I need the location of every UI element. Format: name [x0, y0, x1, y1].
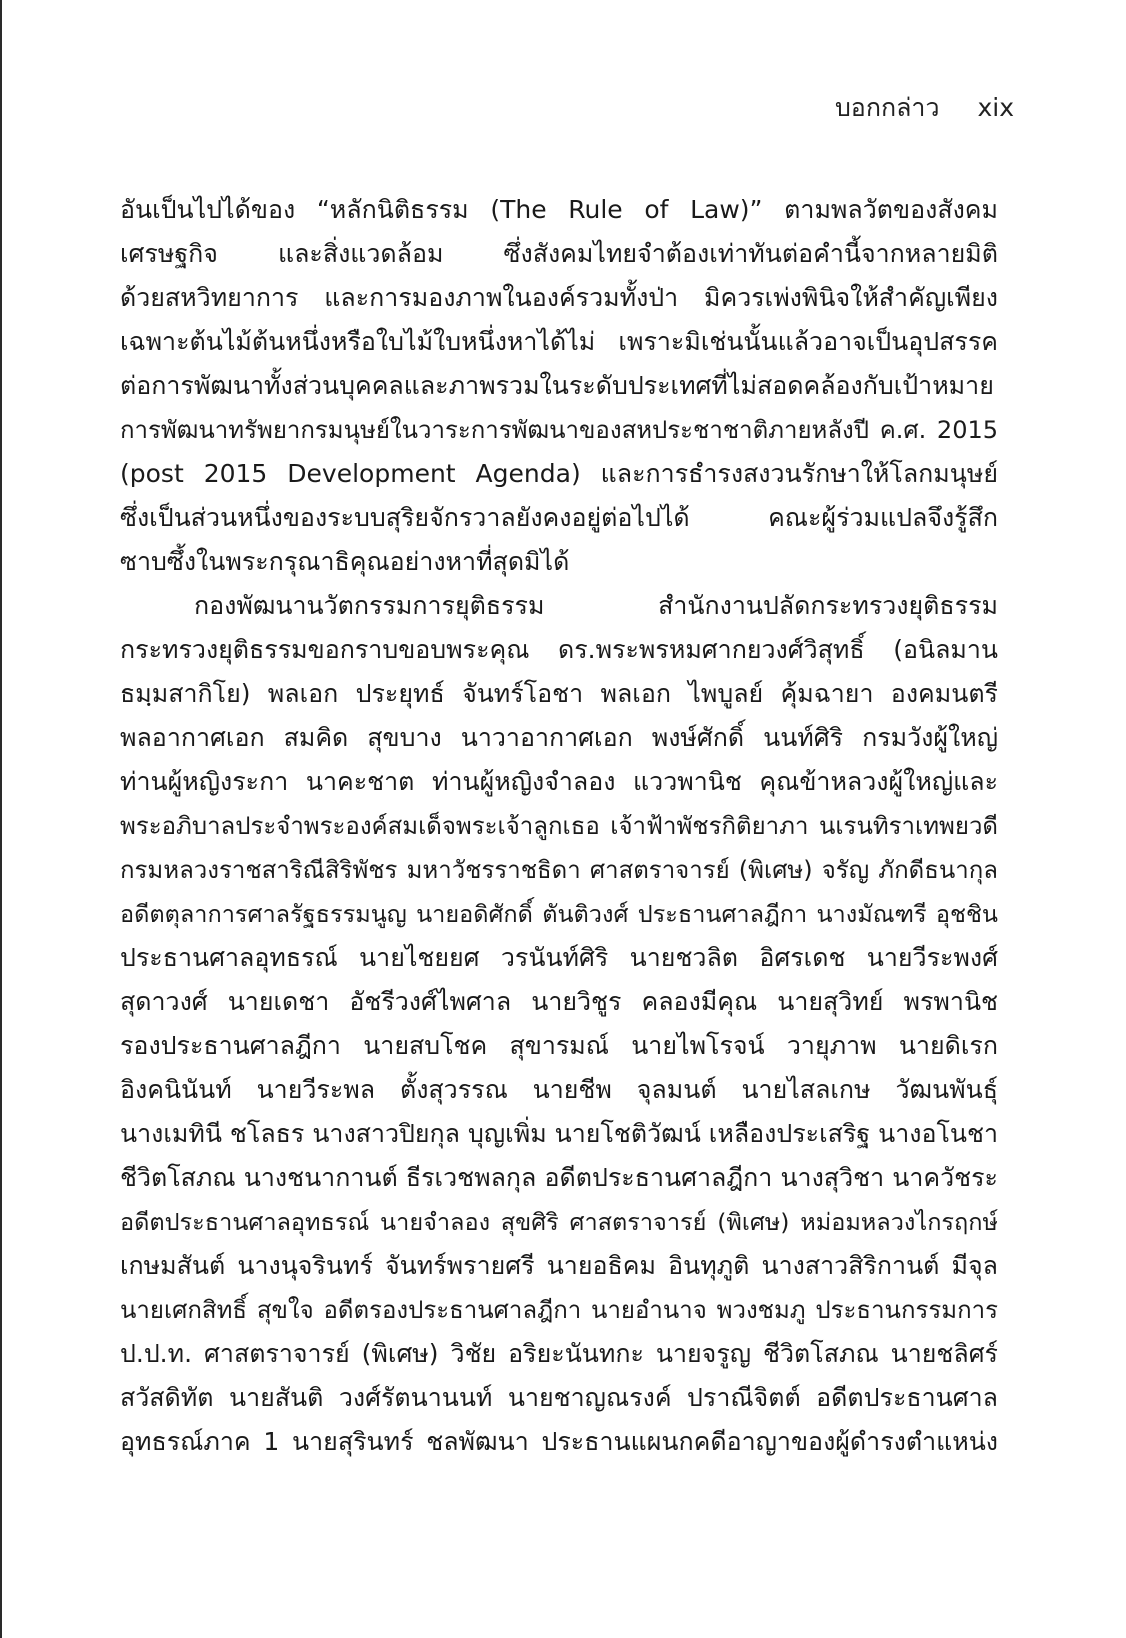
text-line: กระทรวงยุติธรรมขอกราบขอบพระคุณ ดร.พระพรหมศากยวงศ์วิสุทธิ์ (อนิลมาน [120, 635, 998, 664]
paragraph-1 [120, 188, 998, 584]
text-line: นายเศกสิทธิ์ สุขใจ อดีตรองประธานศาลฎีกา นายอำนาจ พวงชมภู ประธานกรรมการ [120, 1296, 998, 1324]
text-line: นางเมทินี ชโลธร นางสาวปิยกุล บุญเพิ่ม นายโชติวัฒน์ เหลืองประเสริฐ นางอโนชา [120, 1119, 998, 1148]
text-line: สุดาวงศ์ นายเดชา อัชรีวงศ์ไพศาล นายวิชูร คลองมีคุณ นายสุวิทย์ พรพานิช [120, 987, 998, 1016]
text-line: ชีวิตโสภณ นางชนากานต์ ธีรเวชพลกุล อดีตประธานศาลฎีกา นางสุวิชา นาควัชระ [120, 1163, 998, 1192]
text-line: เศรษฐกิจ และสิ่งแวดล้อม ซึ่งสังคมไทยจำต้องเท่าทันต่อคำนี้จากหลายมิติ [120, 239, 998, 268]
text-line: อุทธรณ์ภาค 1 นายสุรินทร์ ชลพัฒนา ประธานแผนกคดีอาญาของผู้ดำรงตำแหน่ง [120, 1427, 998, 1456]
text-line: อดีตประธานศาลอุทธรณ์ นายจำลอง สุขศิริ ศาสตราจารย์ (พิเศษ) หม่อมหลวงไกรฤกษ์ [120, 1208, 998, 1236]
running-head-title: บอกกล่าว [834, 93, 940, 122]
text-line: กรมหลวงราชสาริณีสิริพัชร มหาวัชรราชธิดา ศาสตราจารย์ (พิเศษ) จรัญ ภักดีธนากุล [120, 856, 998, 884]
text-line: สวัสดิทัต นายสันติ วงศ์รัตนานนท์ นายชาญณรงค์ ปราณีจิตต์ อดีตประธานศาล [120, 1383, 998, 1412]
text-line: กองพัฒนานวัตกรรมการยุติธรรม สำนักงานปลัดกระทรวงยุติธรรม [194, 591, 998, 620]
text-line: ซึ่งเป็นส่วนหนึ่งของระบบสุริยจักรวาลยังคงอยู่ต่อไปได้ คณะผู้ร่วมแปลจึงรู้สึก [120, 503, 998, 532]
text-line: ธมฺมสากิโย) พลเอก ประยุทธ์ จันทร์โอชา พลเอก ไพบูลย์ คุ้มฉายา องคมนตรี [120, 679, 998, 708]
text-line: อดีตตุลาการศาลรัฐธรรมนูญ นายอดิศักดิ์ ตันติวงศ์ ประธานศาลฎีกา นางมัณฑรี อุชชิน [120, 900, 998, 928]
text-line: การพัฒนาทรัพยากรมนุษย์ในวาระการพัฒนาของสหประชาชาติภายหลังปี ค.ศ. 2015 [120, 416, 998, 444]
text-line: พลอากาศเอก สมคิด สุขบาง นาวาอากาศเอก พงษ์ศักดิ์ นนท์ศิริ กรมวังผู้ใหญ่ [120, 723, 998, 752]
page-number: xix [977, 93, 1014, 122]
text-line: ป.ป.ท. ศาสตราจารย์ (พิเศษ) วิชัย อริยะนันทกะ นายจรูญ ชีวิตโสภณ นายชลิศร์ [120, 1339, 998, 1368]
text-line: ด้วยสหวิทยาการ และการมองภาพในองค์รวมทั้งป่า มิควรเพ่งพินิจให้สำคัญเพียง [120, 283, 998, 312]
page-header [835, 88, 1014, 128]
text-line: พระอภิบาลประจำพระองค์สมเด็จพระเจ้าลูกเธอ เจ้าฟ้าพัชรกิติยาภา นเรนทิราเทพยวดี [120, 812, 998, 840]
paragraph-2 [120, 584, 998, 1464]
text-line: ต่อการพัฒนาทั้งส่วนบุคคลและภาพรวมในระดับประเทศที่ไม่สอดคล้องกับเป้าหมาย [120, 371, 994, 400]
text-line: ประธานศาลอุทธรณ์ นายไชยยศ วรนันท์ศิริ นายชวลิต อิศรเดช นายวีระพงศ์ [120, 943, 998, 972]
text-line: อิงคนินันท์ นายวีระพล ตั้งสุวรรณ นายชีพ จุลมนต์ นายไสลเกษ วัฒนพันธุ์ [120, 1075, 998, 1104]
text-line: ซาบซึ้งในพระกรุณาธิคุณอย่างหาที่สุดมิได้ [120, 547, 570, 576]
text-line: อันเป็นไปได้ของ “หลักนิติธรรม (The Rule of Law)” ตามพลวัตของสังคม [120, 195, 998, 224]
text-line: เฉพาะต้นไม้ต้นหนึ่งหรือใบไม้ใบหนึ่งหาได้ไม่ เพราะมิเช่นนั้นแล้วอาจเป็นอุปสรรค [120, 327, 998, 356]
body-text [120, 188, 998, 1464]
text-line: รองประธานศาลฎีกา นายสบโชค สุขารมณ์ นายไพโรจน์ วายุภาพ นายดิเรก [120, 1031, 998, 1060]
text-line: ท่านผู้หญิงระกา นาคะชาต ท่านผู้หญิงจำลอง แววพานิช คุณข้าหลวงผู้ใหญ่และ [120, 767, 998, 796]
text-line: (post 2015 Development Agenda) และการธำรงสงวนรักษาให้โลกมนุษย์ [120, 459, 998, 488]
text-line: เกษมสันต์ นางนุจรินทร์ จันทร์พรายศรี นายอธิคม อินทุภูติ นางสาวสิริกานต์ มีจุล [120, 1251, 998, 1280]
